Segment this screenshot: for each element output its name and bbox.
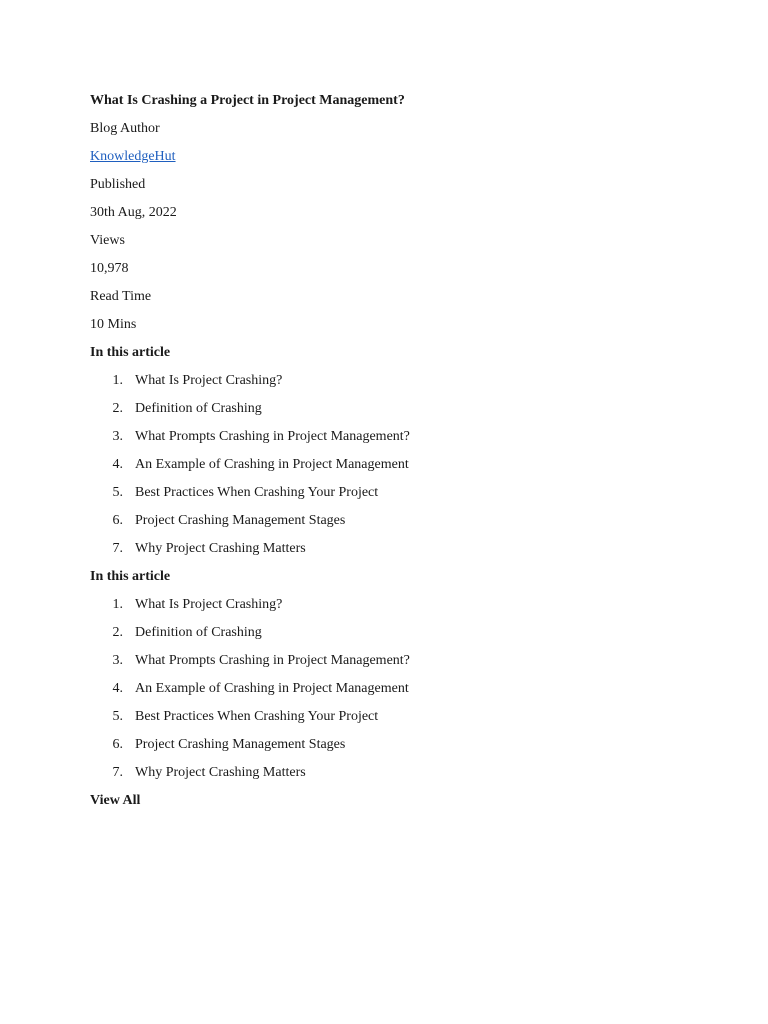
toc-heading: In this article <box>90 345 171 360</box>
toc-item[interactable] <box>90 707 710 735</box>
toc-item-label: Why Project Crashing Matters <box>135 541 306 556</box>
toc-item[interactable] <box>90 651 710 679</box>
toc-item-number: 4. <box>112 681 123 696</box>
toc-item[interactable] <box>90 427 710 455</box>
toc-item[interactable] <box>90 371 710 399</box>
toc-item-label: Best Practices When Crashing Your Project <box>135 709 379 724</box>
toc-item-label: Best Practices When Crashing Your Project <box>135 485 379 500</box>
toc-item[interactable] <box>90 511 710 539</box>
toc-item-number: 2. <box>112 625 123 640</box>
toc-item[interactable] <box>90 539 710 567</box>
toc-item[interactable] <box>90 679 710 707</box>
published-date: 30th Aug, 2022 <box>90 205 177 220</box>
toc-item[interactable] <box>90 735 710 763</box>
published-label: Published <box>90 177 146 192</box>
toc-item-number: 6. <box>112 513 123 528</box>
toc-item-label: An Example of Crashing in Project Management <box>135 457 409 472</box>
toc-item-number: 3. <box>112 429 123 444</box>
view-all-link[interactable]: View All <box>90 793 141 808</box>
toc-item-number: 5. <box>112 485 123 500</box>
toc-item[interactable] <box>90 623 710 651</box>
toc-item-number: 5. <box>112 709 123 724</box>
toc-item-label: An Example of Crashing in Project Management <box>135 681 409 696</box>
author-label: Blog Author <box>90 121 160 136</box>
toc-item[interactable] <box>90 455 710 483</box>
toc-item[interactable] <box>90 595 710 623</box>
article-title: What Is Crashing a Project in Project Management? <box>90 93 405 108</box>
toc-item-label: Project Crashing Management Stages <box>135 513 346 528</box>
toc-item-number: 4. <box>112 457 123 472</box>
document-page <box>90 91 710 819</box>
toc-item[interactable] <box>90 483 710 511</box>
toc-item-label: Why Project Crashing Matters <box>135 765 306 780</box>
toc-item-number: 7. <box>112 765 123 780</box>
toc-item-number: 6. <box>112 737 123 752</box>
toc-item-label: Definition of Crashing <box>135 401 262 416</box>
toc-list-repeat <box>90 595 710 791</box>
views-count: 10,978 <box>90 261 129 276</box>
views-label: Views <box>90 233 125 248</box>
toc-item-number: 1. <box>112 373 123 388</box>
author-link[interactable]: KnowledgeHut <box>90 149 176 164</box>
toc-item-number: 2. <box>112 401 123 416</box>
read-time-label: Read Time <box>90 289 152 304</box>
toc-item-label: What Prompts Crashing in Project Management? <box>135 653 410 668</box>
toc-item-label: Project Crashing Management Stages <box>135 737 346 752</box>
toc-item-label: What Is Project Crashing? <box>135 373 283 388</box>
toc-item-label: What Is Project Crashing? <box>135 597 283 612</box>
toc-item-label: What Prompts Crashing in Project Management? <box>135 429 410 444</box>
toc-item[interactable] <box>90 399 710 427</box>
toc-item-number: 7. <box>112 541 123 556</box>
toc-item-number: 3. <box>112 653 123 668</box>
toc-list <box>90 371 710 567</box>
toc-item-number: 1. <box>112 597 123 612</box>
toc-item[interactable] <box>90 763 710 791</box>
read-time-value: 10 Mins <box>90 317 137 332</box>
toc-item-label: Definition of Crashing <box>135 625 262 640</box>
toc-heading-repeat: In this article <box>90 569 171 584</box>
